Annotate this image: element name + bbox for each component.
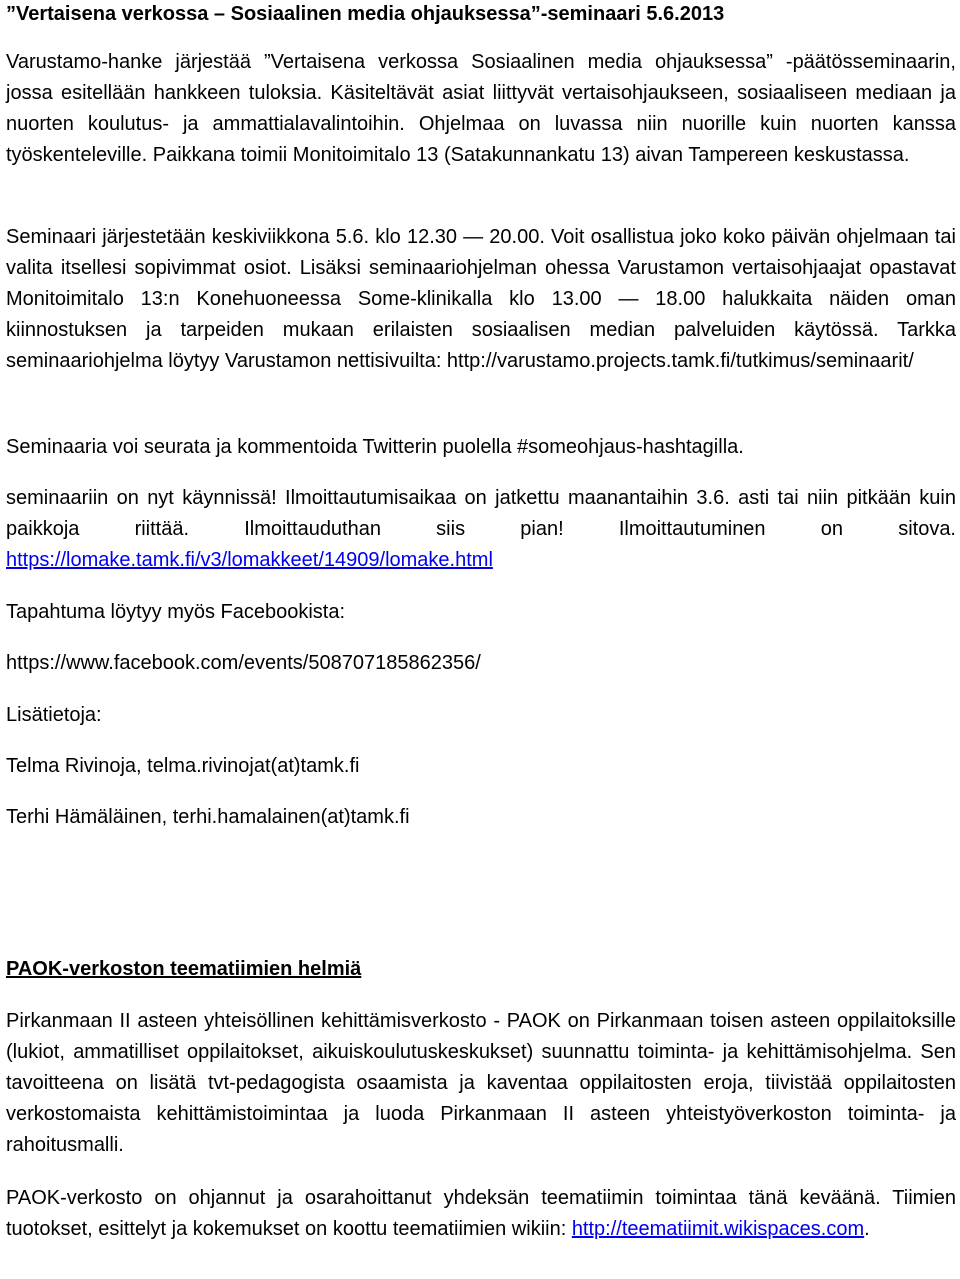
paok-paragraph-2-text: PAOK-verkosto on ohjannut ja osarahoittanut yhdeksän teematiimin toimintaa tänä keväänä. Tiimien tuotokset, esittelyt ja kokemukset on koottu teematiimien wikiin: [6, 1187, 956, 1240]
paok-heading: PAOK-verkoston teematiimien helmiä [6, 958, 362, 980]
twitter-paragraph: Seminaaria voi seurata ja kommentoida Twitterin puolella #someohjaus-hashtagilla. [6, 436, 744, 458]
registration-text: seminaariin on nyt käynnissä! Ilmoittautumisaikaa on jatkettu maanantaihin 3.6. asti tai niin pitkään kuin paikkoja riittää. Ilmoittauduthan siis pian! Ilmoittautuminen on sitova. [6, 487, 956, 540]
seminar-schedule-paragraph: Seminaari järjestetään keskiviikkona 5.6. klo 12.30 — 20.00. Voit osallistua joko koko päivän ohjelmaan tai valita itsellesi sopivimmat osiot. Lisäksi seminaariohjelman ohessa Varustamon vertaisohjaajat opastavat Monitoimitalo 13:n Konehuoneessa Some-klinikalla klo 13.00 — 18.00 halukkaita näiden oman kiinnostuksen ja tarpeiden mukaan erilaisten sosiaalisen median palveluiden käytössä. Tarkka seminaariohjelma löytyy Varustamon nettisivuilta: http://varustamo.projects.tamk.fi/tutkimus/seminaarit/ [6, 226, 956, 372]
registration-link[interactable]: https://lomake.tamk.fi/v3/lomakkeet/14909/lomake.html [6, 549, 493, 571]
seminar-intro-paragraph: Varustamo-hanke järjestää ”Vertaisena verkossa Sosiaalinen media ohjauksessa” -päätösseminaarin, jossa esitellään hankkeen tuloksia. Käsiteltävät asiat liittyvät vertaisohjaukseen, sosiaaliseen mediaan ja nuorten koulutus- ja ammattialavalintoihin. Ohjelmaa on luvassa niin nuorille kuin nuorten kanssa työskenteleville. Paikkana toimii Monitoimitalo 13 (Satakunnankatu 13) aivan Tampereen keskustassa. [6, 51, 956, 166]
teematiimit-wiki-link[interactable]: http://teematiimit.wikispaces.com [571, 1218, 865, 1240]
info-label: Lisätietoja: [6, 704, 102, 726]
registration-paragraph [6, 483, 956, 576]
facebook-url: https://www.facebook.com/events/508707185862356/ [6, 652, 481, 674]
contact-telma: Telma Rivinoja, telma.rivinojat(at)tamk.fi [6, 755, 360, 777]
paok-paragraph-2-end: . [864, 1218, 870, 1240]
paok-paragraph-1: Pirkanmaan II asteen yhteisöllinen kehittämisverkosto - PAOK on Pirkanmaan toisen asteen oppilaitoksille (lukiot, ammatilliset oppilaitokset, aikuiskoulutuskeskukset) suunnattu toiminta- ja kehittämisohjelma. Sen tavoitteena on lisätä tvt-pedagogista osaamista ja kaventaa oppilaitosten eroja, tiivistää oppilaitosten verkostomaista kehittämistoimintaa ja luoda Pirkanmaan II asteen yhteistyöverkoston toiminta- ja rahoitusmalli. [6, 1010, 956, 1156]
paok-paragraph-2 [6, 1183, 956, 1245]
facebook-label: Tapahtuma löytyy myös Facebookista: [6, 601, 346, 623]
contact-terhi: Terhi Hämäläinen, terhi.hamalainen(at)tamk.fi [6, 806, 410, 828]
seminar-title: ”Vertaisena verkossa – Sosiaalinen media ohjauksessa”-seminaari 5.6.2013 [6, 3, 725, 25]
